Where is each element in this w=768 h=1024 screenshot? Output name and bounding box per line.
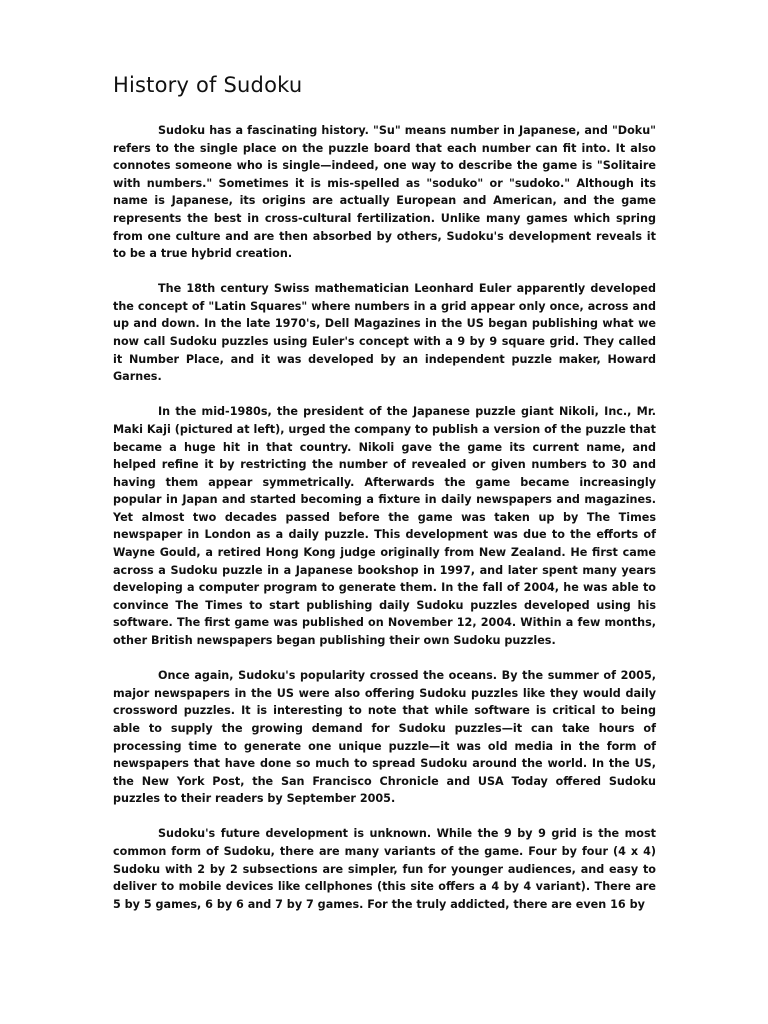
paragraph-2: The 18th century Swiss mathematician Leonhard Euler apparently developed the concept of "Latin Squares" where numbers in a grid appear only once, across and up and down. In the late 1970's, Dell Magazines in the US began publishing what we now call Sudoku puzzles using Euler's concept with a 9 by 9 square grid. They called it Number Place, and it was developed by an independent puzzle maker, Howard Garnes. <box>113 282 656 384</box>
document-page <box>113 70 656 931</box>
paragraph-4: Once again, Sudoku's popularity crossed the oceans. By the summer of 2005, major newspapers in the US were also offering Sudoku puzzles like they would daily crossword puzzles. It is interesting to note that while software is critical to being able to supply the growing demand for Sudoku puzzles—it can take hours of processing time to generate one unique puzzle—it was old media in the form of newspapers that have done so much to spread Sudoku around the world. In the US, the New York Post, the San Francisco Chronicle and USA Today offered Sudoku puzzles to their readers by September 2005. <box>113 669 656 806</box>
document-title: History of Sudoku <box>113 73 303 97</box>
paragraph-5: Sudoku's future development is unknown. While the 9 by 9 grid is the most common form of Sudoku, there are many variants of the game. Four by four (4 x 4) Sudoku with 2 by 2 subsections are simpler, fun for younger audiences, and easy to deliver to mobile devices like cellphones (this site offers a 4 by 4 variant). There are 5 by 5 games, 6 by 6 and 7 by 7 games. For the truly addicted, there are even 16 by <box>113 827 656 911</box>
paragraph-1: Sudoku has a fascinating history. "Su" means number in Japanese, and "Doku" refers to the single place on the puzzle board that each number can fit into. It also connotes someone who is single—indeed, one way to describe the game is "Solitaire with numbers." Sometimes it is mis-spelled as "soduko" or "sudoko." Although its name is Japanese, its origins are actually European and American, and the game represents the best in cross-cultural fertilization. Unlike many games which spring from one culture and are then absorbed by others, Sudoku's development reveals it to be a true hybrid creation. <box>113 124 656 261</box>
paragraph-3: In the mid-1980s, the president of the Japanese puzzle giant Nikoli, Inc., Mr. Maki Kaji (pictured at left), urged the company to publish a version of the puzzle that became a huge hit in that country. Nikoli gave the game its current name, and helped refine it by restricting the number of revealed or given numbers to 30 and having them appear symmetrically. Afterwards the game became increasingly popular in Japan and started becoming a fixture in daily newspapers and magazines. Yet almost two decades passed before the game was taken up by The Times newspaper in London as a daily puzzle. This development was due to the efforts of Wayne Gould, a retired Hong Kong judge originally from New Zealand. He first came across a Sudoku puzzle in a Japanese bookshop in 1997, and later spent many years developing a computer program to generate them. In the fall of 2004, he was able to convince The Times to start publishing daily Sudoku puzzles developed using his software. The first game was published on November 12, 2004. Within a few months, other British newspapers began publishing their own Sudoku puzzles. <box>113 405 656 648</box>
